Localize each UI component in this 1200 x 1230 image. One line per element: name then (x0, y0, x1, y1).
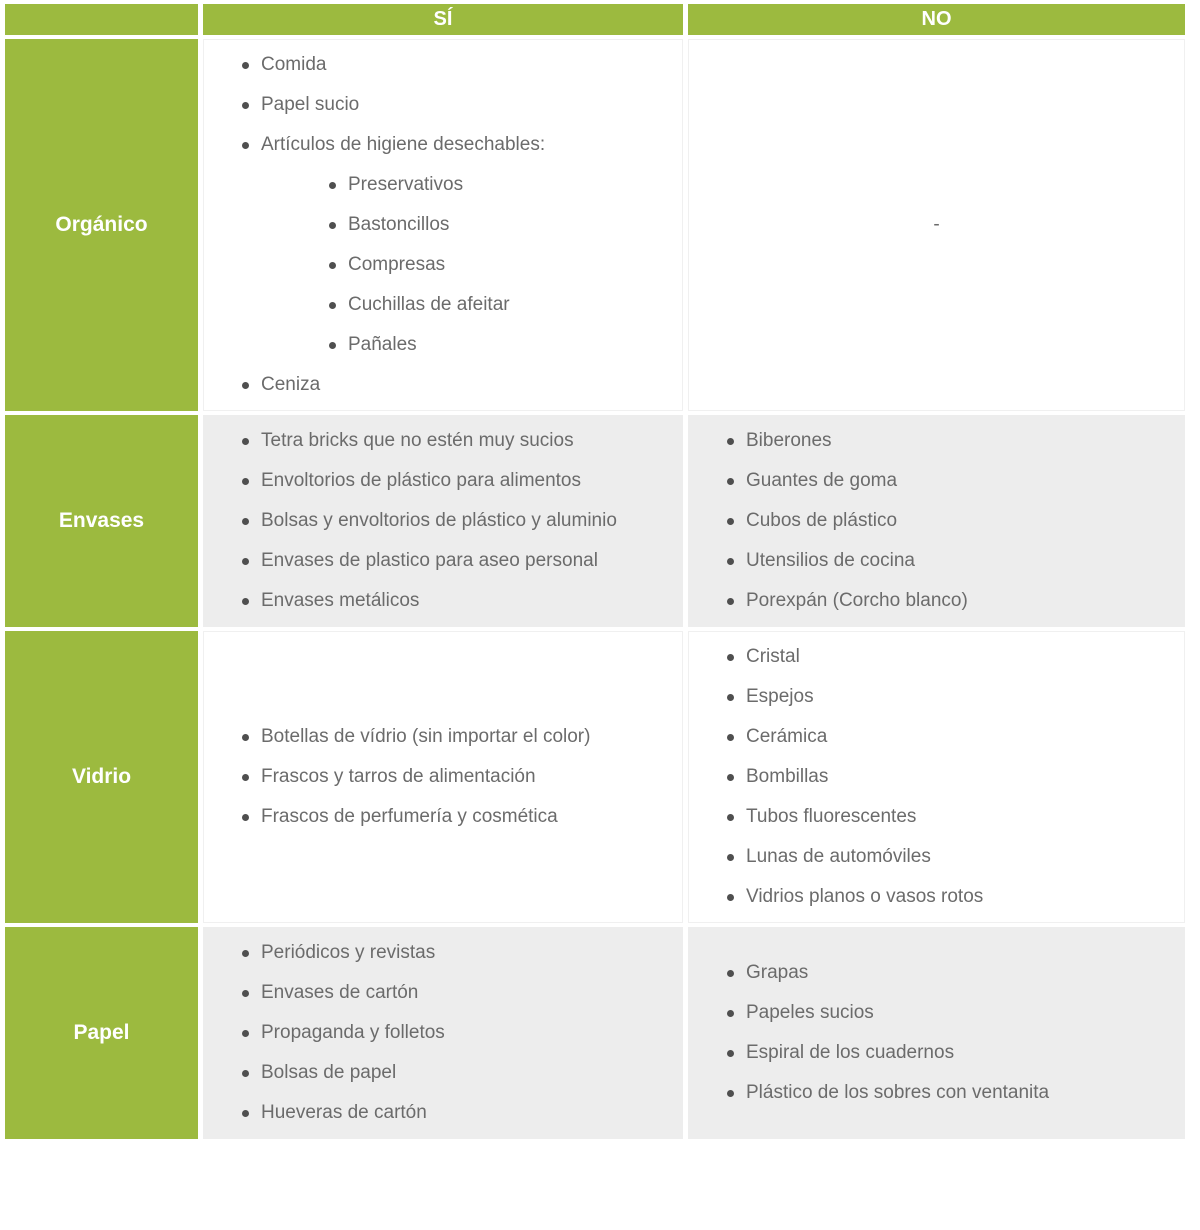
list-item-text: Frascos y tarros de alimentación (261, 766, 536, 787)
list-item-text: Periódicos y revistas (261, 942, 436, 963)
category-label: Papel (73, 1021, 130, 1044)
list-item-text: Pañales (348, 334, 417, 355)
table-body (5, 39, 1185, 1139)
bullet-list (719, 958, 1176, 1108)
list-item-text: Porexpán (Corcho blanco) (746, 590, 968, 611)
list-item-text: Envases de plastico para aseo personal (261, 550, 598, 571)
list-item (719, 1078, 1176, 1108)
list-item-text: Tubos fluorescentes (746, 806, 917, 827)
list-item (719, 642, 1176, 672)
category-cell (5, 39, 198, 411)
list-item-text: Comida (261, 54, 327, 75)
sub-list-item (321, 290, 674, 320)
list-item (234, 1098, 674, 1128)
table-row (5, 39, 1185, 411)
list-item-text: Envoltorios de plástico para alimentos (261, 470, 582, 491)
table-row (5, 631, 1185, 923)
list-item-text: Bastoncillos (348, 214, 450, 235)
list-item (234, 802, 674, 832)
list-item-text: Bolsas de papel (261, 1062, 397, 1083)
list-item-text: Papeles sucios (746, 1002, 874, 1023)
no-cell (688, 39, 1185, 411)
category-label: Orgánico (55, 213, 148, 236)
list-item-text: Propaganda y folletos (261, 1022, 445, 1043)
bullet-list (234, 722, 674, 832)
list-item-text: Cuchillas de afeitar (348, 294, 510, 315)
bullet-list (234, 426, 674, 616)
list-item (234, 978, 674, 1008)
sub-bullet-list (321, 170, 674, 360)
list-item (719, 466, 1176, 496)
list-item-text: Envases metálicos (261, 590, 420, 611)
list-item (719, 722, 1176, 752)
list-item (234, 130, 674, 360)
list-item (234, 90, 674, 120)
list-item (719, 802, 1176, 832)
list-item-text: Grapas (746, 962, 809, 983)
list-item-text: Espejos (746, 686, 814, 707)
bullet-list (719, 426, 1176, 616)
list-item-text: Artículos de higiene desechables: (261, 134, 546, 155)
table-header (5, 4, 1185, 35)
sub-list-item (321, 170, 674, 200)
list-item-text: Papel sucio (261, 94, 360, 115)
sub-list-item (321, 250, 674, 280)
list-item-text: Frascos de perfumería y cosmética (261, 806, 558, 827)
category-cell (5, 631, 198, 923)
list-item (234, 1018, 674, 1048)
no-cell (688, 631, 1185, 923)
list-item-text: Vidrios planos o vasos rotos (746, 886, 984, 907)
yes-cell (203, 39, 683, 411)
list-item-text: Cerámica (746, 726, 828, 747)
list-item (719, 506, 1176, 536)
list-item (234, 466, 674, 496)
list-item (234, 50, 674, 80)
bullet-list (719, 642, 1176, 912)
list-item-text: Lunas de automóviles (746, 846, 931, 867)
list-item (234, 722, 674, 752)
list-item-text: Hueveras de cartón (261, 1102, 427, 1123)
list-item-text: Compresas (348, 254, 446, 275)
list-item-text: Espiral de los cuadernos (746, 1042, 955, 1063)
list-item-text: Tetra bricks que no estén muy sucios (261, 430, 574, 451)
bullet-list (234, 938, 674, 1128)
list-item (234, 370, 674, 400)
category-label: Envases (58, 509, 145, 532)
category-label: Vidrio (71, 765, 132, 788)
sub-list-item (321, 330, 674, 360)
yes-cell (203, 415, 683, 627)
list-item (234, 506, 674, 536)
list-item-text: Preservativos (348, 174, 464, 195)
list-item (719, 682, 1176, 712)
list-item (719, 1038, 1176, 1068)
list-item-text: Envases de cartón (261, 982, 419, 1003)
list-item (234, 762, 674, 792)
list-item-text: Bolsas y envoltorios de plástico y aluminio (261, 510, 617, 531)
yes-cell (203, 631, 683, 923)
bullet-list (234, 50, 674, 400)
table-row (5, 415, 1185, 627)
table-row (5, 927, 1185, 1139)
header-row (5, 4, 1185, 35)
list-item-text: Guantes de goma (746, 470, 898, 491)
list-item (234, 546, 674, 576)
list-item-text: Botellas de vídrio (sin importar el color) (261, 726, 591, 747)
list-item (719, 762, 1176, 792)
header-yes-cell: SÍ (203, 4, 683, 35)
list-item (719, 546, 1176, 576)
list-item-text: Bombillas (746, 766, 829, 787)
list-item (719, 586, 1176, 616)
list-item (719, 842, 1176, 872)
header-category-cell (5, 4, 198, 35)
list-item-text: Plástico de los sobres con ventanita (746, 1082, 1050, 1103)
header-no-cell: NO (688, 4, 1185, 35)
list-item-text: Biberones (746, 430, 832, 451)
list-item-text: Cristal (746, 646, 800, 667)
yes-cell (203, 927, 683, 1139)
list-item (719, 998, 1176, 1028)
sub-list-item (321, 210, 674, 240)
list-item-text: Utensilios de cocina (746, 550, 915, 571)
category-cell (5, 415, 198, 627)
list-item-text: Ceniza (261, 374, 321, 395)
list-item (719, 882, 1176, 912)
category-cell (5, 927, 198, 1139)
list-item (234, 586, 674, 616)
no-cell (688, 927, 1185, 1139)
list-item (234, 1058, 674, 1088)
list-item-text: Cubos de plástico (746, 510, 898, 531)
list-item (719, 958, 1176, 988)
list-item (234, 426, 674, 456)
empty-placeholder: - (933, 214, 940, 235)
no-cell (688, 415, 1185, 627)
list-item (234, 938, 674, 968)
list-item (719, 426, 1176, 456)
